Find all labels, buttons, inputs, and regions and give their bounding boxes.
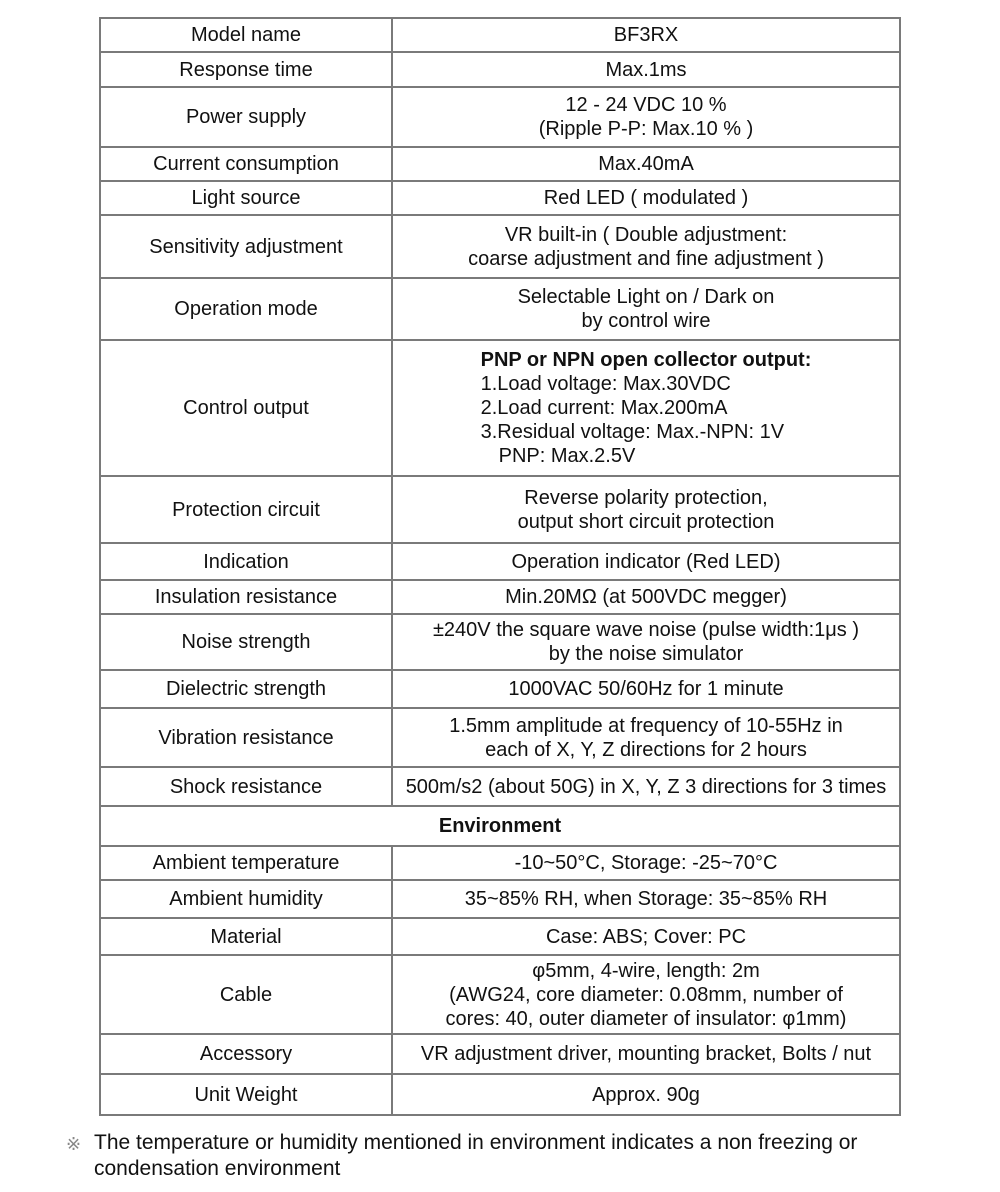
spec-value-line: cores: 40, outer diameter of insulator: φ1mm) bbox=[445, 1007, 847, 1030]
table-row bbox=[100, 918, 900, 955]
footnote bbox=[66, 1130, 946, 1182]
spec-label: Model name bbox=[100, 18, 392, 52]
spec-label: Cable bbox=[100, 955, 392, 1034]
section-heading: Environment bbox=[100, 806, 900, 846]
spec-value-line: Operation indicator (Red LED) bbox=[511, 550, 781, 573]
spec-value-line: PNP: Max.2.5V bbox=[498, 445, 636, 467]
spec-label: Operation mode bbox=[100, 278, 392, 340]
spec-label: Response time bbox=[100, 52, 392, 87]
spec-label: Control output bbox=[100, 340, 392, 476]
spec-value-line: 12 - 24 VDC 10 % bbox=[565, 94, 727, 116]
spec-value bbox=[392, 580, 900, 614]
spec-label: Accessory bbox=[100, 1034, 392, 1074]
table-row bbox=[100, 614, 900, 670]
spec-value-line: 1.Load voltage: Max.30VDC bbox=[480, 373, 731, 395]
spec-value-line: 500m/s2 (about 50G) in X, Y, Z 3 directions for 3 times bbox=[405, 775, 887, 798]
spec-value-line: Red LED ( modulated ) bbox=[543, 187, 749, 209]
spec-value bbox=[392, 52, 900, 87]
spec-value-line: Approx. 90g bbox=[592, 1083, 700, 1106]
spec-value bbox=[392, 476, 900, 543]
table-row bbox=[100, 880, 900, 918]
spec-value-line: 1000VAC 50/60Hz for 1 minute bbox=[508, 678, 784, 700]
spec-value-line: by the noise simulator bbox=[548, 643, 744, 665]
spec-value bbox=[392, 1074, 900, 1115]
spec-value-line: Case: ABS; Cover: PC bbox=[545, 925, 747, 948]
spec-value bbox=[392, 918, 900, 955]
spec-value bbox=[392, 181, 900, 215]
table-row bbox=[100, 670, 900, 708]
footnote-text: The temperature or humidity mentioned in environment indicates a non freezing or condensation environment bbox=[94, 1131, 858, 1180]
spec-label: Unit Weight bbox=[100, 1074, 392, 1115]
spec-value bbox=[392, 1034, 900, 1074]
spec-value bbox=[392, 708, 900, 767]
spec-value bbox=[392, 670, 900, 708]
table-row bbox=[100, 767, 900, 806]
spec-value-line: output short circuit protection bbox=[517, 510, 775, 533]
table-row bbox=[100, 52, 900, 87]
spec-value-line: Min.20MΩ (at 500VDC megger) bbox=[505, 586, 787, 608]
table-row bbox=[100, 181, 900, 215]
spec-value-line: (AWG24, core diameter: 0.08mm, number of bbox=[449, 983, 843, 1006]
table-row bbox=[100, 215, 900, 278]
spec-value-line: 35~85% RH, when Storage: 35~85% RH bbox=[464, 888, 828, 910]
spec-value bbox=[392, 87, 900, 147]
spec-value bbox=[392, 880, 900, 918]
spec-value-line: 1.5mm amplitude at frequency of 10-55Hz in bbox=[449, 714, 843, 737]
spec-value bbox=[392, 767, 900, 806]
spec-value-line: ±240V the square wave noise (pulse width:1μs ) bbox=[432, 619, 860, 641]
table-row bbox=[100, 18, 900, 52]
spec-value-line: 2.Load current: Max.200mA bbox=[480, 397, 728, 419]
spec-value bbox=[392, 18, 900, 52]
table-row bbox=[100, 1034, 900, 1074]
table-row bbox=[100, 476, 900, 543]
spec-value-line: Max.1ms bbox=[605, 58, 687, 81]
spec-label: Shock resistance bbox=[100, 767, 392, 806]
spec-label: Sensitivity adjustment bbox=[100, 215, 392, 278]
reference-mark-icon: ※ bbox=[66, 1134, 82, 1154]
spec-label: Noise strength bbox=[100, 614, 392, 670]
spec-value-line: -10~50°C, Storage: -25~70°C bbox=[514, 852, 778, 874]
table-row bbox=[100, 580, 900, 614]
table-row bbox=[100, 543, 900, 580]
spec-label: Current consumption bbox=[100, 147, 392, 181]
spec-value bbox=[392, 846, 900, 880]
spec-value-line: by control wire bbox=[581, 310, 711, 332]
spec-value bbox=[392, 955, 900, 1034]
spec-value-line: φ5mm, 4-wire, length: 2m bbox=[532, 959, 760, 982]
spec-table-body bbox=[100, 18, 900, 1115]
spec-value bbox=[392, 215, 900, 278]
spec-label: Ambient temperature bbox=[100, 846, 392, 880]
spec-value bbox=[392, 147, 900, 181]
spec-label: Indication bbox=[100, 543, 392, 580]
spec-value-line: 3.Residual voltage: Max.-NPN: 1V bbox=[480, 421, 785, 443]
table-row bbox=[100, 87, 900, 147]
spec-label: Protection circuit bbox=[100, 476, 392, 543]
spec-label: Vibration resistance bbox=[100, 708, 392, 767]
spec-label: Ambient humidity bbox=[100, 880, 392, 918]
spec-value-line: coarse adjustment and fine adjustment ) bbox=[468, 247, 824, 270]
table-row bbox=[100, 708, 900, 767]
spec-value-line: Reverse polarity protection, bbox=[524, 486, 768, 509]
spec-label: Material bbox=[100, 918, 392, 955]
table-row bbox=[100, 340, 900, 476]
spec-label: Insulation resistance bbox=[100, 580, 392, 614]
spec-value-line: VR built-in ( Double adjustment: bbox=[504, 223, 788, 246]
spec-value bbox=[392, 340, 900, 476]
spec-value-line: Selectable Light on / Dark on bbox=[517, 286, 775, 308]
spec-value bbox=[392, 278, 900, 340]
table-row bbox=[100, 846, 900, 880]
spec-value bbox=[392, 614, 900, 670]
table-row bbox=[100, 278, 900, 340]
spec-value bbox=[392, 543, 900, 580]
table-row bbox=[100, 147, 900, 181]
spec-value-line: Max.40mA bbox=[598, 153, 694, 175]
spec-value-line: BF3RX bbox=[613, 24, 679, 46]
section-row bbox=[100, 806, 900, 846]
table-row bbox=[100, 1074, 900, 1115]
spec-label: Power supply bbox=[100, 87, 392, 147]
spec-value-line: (Ripple P-P: Max.10 % ) bbox=[538, 118, 754, 140]
spec-value-line: each of X, Y, Z directions for 2 hours bbox=[485, 738, 807, 761]
spec-label: Dielectric strength bbox=[100, 670, 392, 708]
spec-value-line: PNP or NPN open collector output: bbox=[480, 349, 812, 371]
spec-label: Light source bbox=[100, 181, 392, 215]
spec-value-line: VR adjustment driver, mounting bracket, Bolts / nut bbox=[420, 1043, 872, 1065]
spec-table bbox=[99, 17, 901, 1116]
table-row bbox=[100, 955, 900, 1034]
